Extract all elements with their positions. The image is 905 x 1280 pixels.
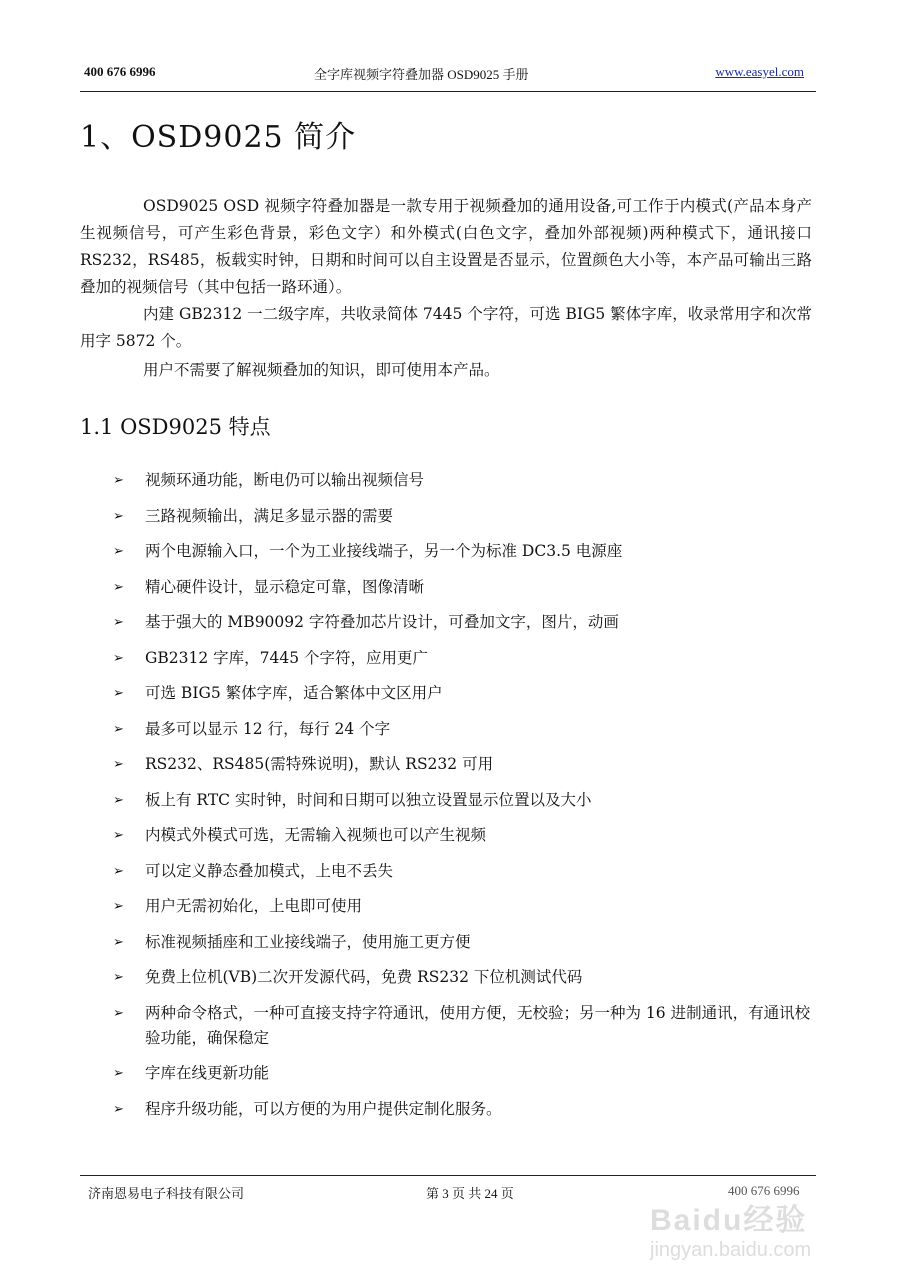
footer-company: 济南恩易电子科技有限公司: [88, 1186, 245, 1201]
footer-phone: 400 676 6996: [728, 1183, 800, 1198]
feature-list-item: [80, 752, 812, 777]
arrow-bullet-icon: ➢: [113, 508, 124, 524]
arrow-bullet-icon: ➢: [113, 934, 124, 950]
feature-list-item: [80, 575, 812, 600]
section-title: 1.1 OSD9025 特点: [80, 415, 271, 439]
feature-list-item: [80, 1061, 812, 1086]
arrow-bullet-icon: ➢: [113, 473, 124, 488]
arrow-bullet-icon: ➢: [113, 792, 124, 808]
feature-text: GB2312 字库，7445 个字符，应用更广: [145, 648, 429, 667]
feature-list-item: [80, 539, 812, 564]
header-phone: 400 676 6996: [84, 64, 156, 79]
arrow-bullet-icon: ➢: [113, 970, 124, 985]
header-url-link[interactable]: www.easyel.com: [715, 64, 804, 79]
feature-list-item: [80, 859, 812, 884]
header-divider: [80, 91, 816, 92]
feature-text: RS232、RS485(需特殊说明)，默认 RS232 可用: [145, 755, 494, 773]
feature-list-item: [80, 717, 812, 742]
font-library-paragraph: 内建 GB2312 一二级字库，共收录简体 7445 个字符，可选 BIG5 繁体字库，收录常用字和次常用字 5872 个。: [80, 305, 812, 350]
feature-text: 精心硬件设计，显示稳定可靠，图像清晰: [145, 577, 425, 596]
baidu-watermark: [650, 1206, 811, 1260]
arrow-bullet-icon: ➢: [113, 1066, 124, 1081]
feature-text: 基于强大的 MB90092 字符叠加芯片设计，可叠加文字，图片，动画: [145, 613, 619, 631]
arrow-bullet-icon: ➢: [113, 650, 124, 666]
arrow-bullet-icon: ➢: [113, 721, 124, 737]
header-title: 全字库视频字符叠加器 OSD9025 手册: [314, 67, 529, 82]
feature-list-item: [80, 504, 812, 529]
feature-text: 字库在线更新功能: [145, 1064, 270, 1082]
feature-list-item: [80, 965, 812, 990]
feature-list-item: [80, 610, 812, 635]
feature-text: 两个电源输入口，一个为工业接线端子，另一个为标准 DC3.5 电源座: [145, 542, 623, 560]
feature-text: 两种命令格式，一种可直接支持字符通讯，使用方便，无校验；另一种为 16 进制通讯，有通讯校验功能，确保稳定: [145, 1003, 811, 1047]
feature-list: [80, 468, 812, 1122]
feature-list-item: [80, 646, 812, 671]
usage-paragraph: 用户不需要了解视频叠加的知识，即可使用本产品。: [143, 361, 500, 379]
feature-text: 标准视频插座和工业接线端子，使用施工更方便: [145, 932, 471, 951]
feature-text: 程序升级功能，可以方便的为用户提供定制化服务。: [145, 1099, 502, 1118]
page-body: [80, 118, 812, 1132]
arrow-bullet-icon: ➢: [113, 686, 124, 701]
arrow-bullet-icon: ➢: [113, 615, 124, 630]
arrow-bullet-icon: ➢: [113, 1101, 124, 1117]
feature-text: 用户无需初始化，上电即可使用: [145, 897, 363, 915]
arrow-bullet-icon: ➢: [113, 863, 124, 879]
feature-text: 内模式外模式可选，无需输入视频也可以产生视频: [145, 826, 487, 844]
feature-text: 三路视频输出，满足多显示器的需要: [145, 506, 394, 525]
arrow-bullet-icon: ➢: [113, 757, 124, 772]
page-header: [84, 64, 804, 84]
page-footer: [88, 1183, 808, 1201]
feature-list-item: [80, 894, 812, 919]
arrow-bullet-icon: ➢: [113, 579, 124, 595]
feature-list-item: [80, 823, 812, 848]
feature-text: 视频环通功能，断电仍可以输出视频信号: [145, 471, 425, 489]
footer-page-number: 第 3 页 共 24 页: [426, 1186, 514, 1201]
feature-text: 最多可以显示 12 行，每行 24 个字: [145, 719, 391, 738]
feature-list-item: [80, 788, 812, 813]
arrow-bullet-icon: ➢: [113, 828, 124, 843]
feature-text: 可以定义静态叠加模式，上电不丢失: [145, 861, 394, 880]
feature-text: 免费上位机(VB)二次开发源代码，免费 RS232 下位机测试代码: [145, 968, 583, 986]
intro-paragraph: OSD9025 OSD 视频字符叠加器是一款专用于视频叠加的通用设备,可工作于内模式(产品本身产生视频信号，可产生彩色背景，彩色文字）和外模式(白色文字，叠加外部视频)两种模式下，通讯接口 RS232，RS485，板载实时钟，日期和时间可以自主设置是否显示，位置颜色大小等，本产品可输出三路叠加的视频信号（其中包括一路环通）。: [80, 197, 812, 296]
watermark-logo: Baidu经验: [650, 1204, 808, 1237]
arrow-bullet-icon: ➢: [113, 1005, 124, 1021]
feature-list-item: [80, 1001, 812, 1051]
arrow-bullet-icon: ➢: [113, 544, 124, 559]
feature-list-item: [80, 930, 812, 955]
feature-list-item: [80, 468, 812, 493]
watermark-site: jingyan.baidu.com: [650, 1239, 812, 1261]
feature-list-item: [80, 1097, 812, 1122]
footer-divider: [80, 1175, 816, 1176]
feature-text: 可选 BIG5 繁体字库，适合繁体中文区用户: [145, 684, 443, 702]
feature-list-item: [80, 681, 812, 706]
page-title: 1、OSD9025 简介: [80, 120, 357, 155]
feature-text: 板上有 RTC 实时钟，时间和日期可以独立设置显示位置以及大小: [145, 790, 592, 809]
arrow-bullet-icon: ➢: [113, 899, 124, 914]
